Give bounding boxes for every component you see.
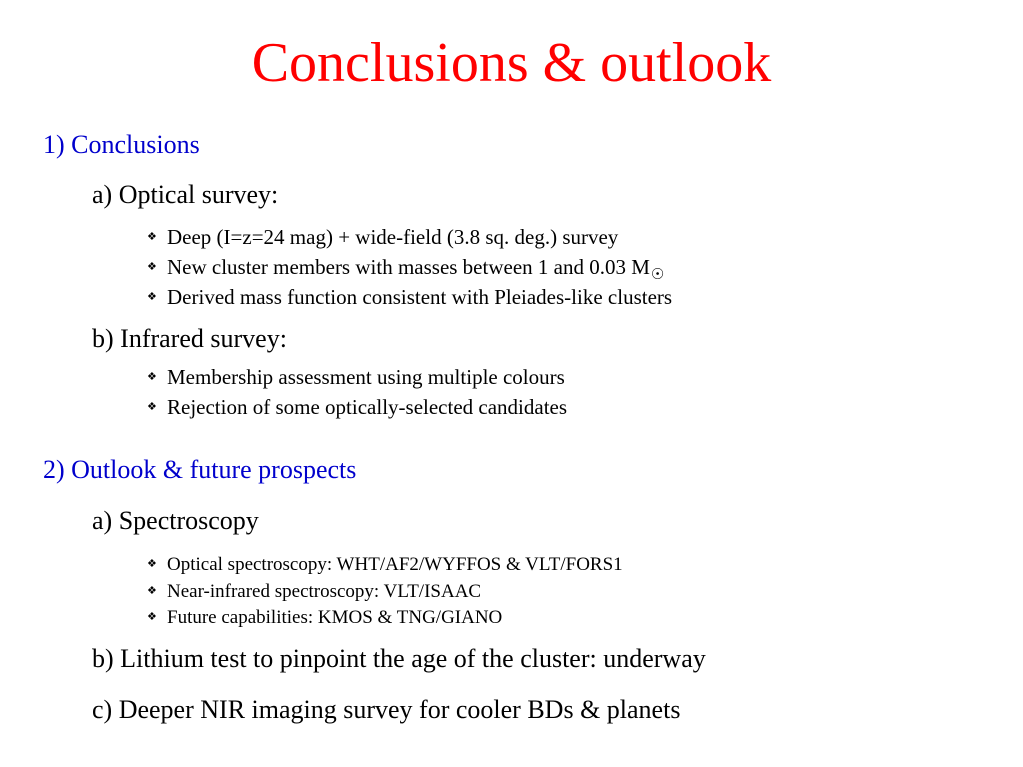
bullet-item-infrared-1	[147, 364, 565, 392]
bullet-text: Rejection of some optically-selected candidates	[167, 395, 568, 419]
subheading-lithium-test: b) Lithium test to pinpoint the age of the cluster: underway	[92, 644, 706, 673]
four-diamond-bullet-icon: ❖	[147, 231, 157, 244]
bullet-text: Near-infrared spectroscopy: VLT/ISAAC	[167, 581, 482, 602]
subheading-nir-imaging: c) Deeper NIR imaging survey for cooler BDs & planets	[92, 695, 681, 724]
bullet-text: Membership assessment using multiple colours	[167, 365, 565, 389]
four-diamond-bullet-icon: ❖	[147, 291, 157, 304]
section-heading-outlook: 2) Outlook & future prospects	[43, 455, 357, 484]
slide-title: Conclusions & outlook	[251, 32, 772, 94]
four-diamond-bullet-icon: ❖	[147, 401, 157, 414]
four-diamond-bullet-icon: ❖	[147, 371, 157, 384]
bullet-item-spectroscopy-3	[147, 606, 502, 631]
bullet-text: Optical spectroscopy: WHT/AF2/WYFFOS & VLT/FORS1	[167, 554, 623, 575]
bullet-text: New cluster members with masses between 1 and 0.03 M	[167, 255, 650, 279]
bullet-item-optical-1	[147, 224, 618, 252]
bullet-text: Future capabilities: KMOS & TNG/GIANO	[167, 607, 503, 628]
bullet-item-optical-2	[147, 254, 664, 288]
bullet-item-optical-3	[147, 284, 672, 312]
bullet-item-spectroscopy-2	[147, 580, 481, 605]
four-diamond-bullet-icon: ❖	[147, 610, 157, 623]
bullet-item-infrared-2	[147, 394, 567, 422]
bullet-text: Deep (I=z=24 mag) + wide-field (3.8 sq. deg.) survey	[167, 225, 619, 249]
four-diamond-bullet-icon: ❖	[147, 584, 157, 597]
solar-mass-symbol: ☉	[650, 267, 665, 283]
four-diamond-bullet-icon: ❖	[147, 261, 157, 274]
subheading-spectroscopy: a) Spectroscopy	[92, 506, 259, 535]
four-diamond-bullet-icon: ❖	[147, 557, 157, 570]
section-heading-conclusions: 1) Conclusions	[43, 130, 200, 159]
bullet-text: Derived mass function consistent with Pleiades-like clusters	[167, 285, 673, 309]
subheading-optical-survey: a) Optical survey:	[92, 180, 279, 209]
bullet-item-spectroscopy-1	[147, 553, 623, 578]
subheading-infrared-survey: b) Infrared survey:	[92, 324, 287, 353]
